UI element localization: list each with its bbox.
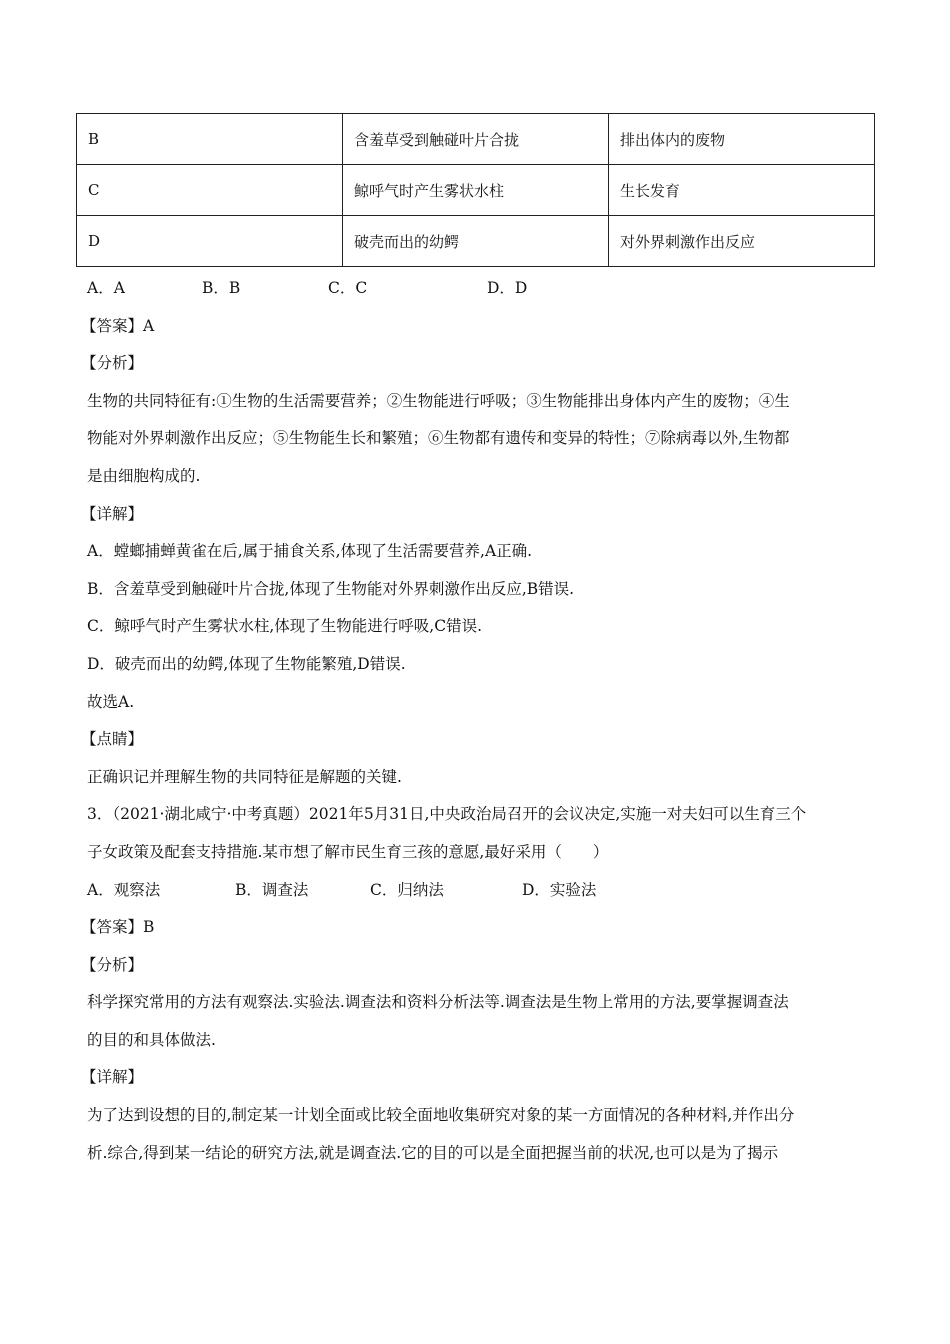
options-table [76,113,875,267]
analysis-heading: 【分析】 [81,955,144,974]
tip-heading: 【点睛】 [81,730,144,749]
table-row [77,165,875,216]
choice: A．A [87,279,125,297]
paragraph-line: 是由细胞构成的. [87,466,201,485]
choice: D．实验法 [522,880,597,899]
choice: B．调查法 [235,880,309,899]
choice: D．D [487,279,528,297]
paragraph-line: C．鲸呼气时产生雾状水柱,体现了生物能进行呼吸,C错误. [87,617,483,636]
table-cell: 破壳而出的幼鳄 [343,216,609,267]
analysis-heading: 【分析】 [81,354,144,373]
paragraph-line: A．螳螂捕蝉黄雀在后,属于捕食关系,体现了生活需要营养,A正确. [87,542,533,561]
paragraph-line: 的目的和具体做法. [87,1030,216,1049]
choice: C．C [328,279,368,297]
paragraph-line: 科学探究常用的方法有观察法.实验法.调查法和资料分析法等.调查法是生物上常用的方法,要掌握调查法 [87,993,789,1012]
paragraph-line: D．破壳而出的幼鳄,体现了生物能繁殖,D错误. [87,654,406,673]
table-cell: D [77,216,343,267]
table-cell: 含羞草受到触碰叶片合拢 [343,114,609,165]
choice: A．观察法 [87,880,161,899]
question-stem: 子女政策及配套支持措施.某市想了解市民生育三孩的意愿,最好采用（ ） [87,842,609,861]
table-cell: 生长发育 [609,165,875,216]
table-row [77,216,875,267]
paragraph-line: 正确识记并理解生物的共同特征是解题的关键. [87,767,402,786]
paragraph-line: 物能对外界刺激作出反应；⑤生物能生长和繁殖；⑥生物都有遗传和变异的特性；⑦除病毒以外,生物都 [87,429,790,448]
paragraph-line: 为了达到设想的目的,制定某一计划全面或比较全面地收集研究对象的某一方面情况的各种材料,并作出分 [87,1106,795,1125]
choice: B．B [202,279,241,297]
answer-label: 【答案】B [81,918,155,937]
document-body [81,270,862,1172]
paragraph-line: 故选A. [87,692,135,711]
choice: C．归纳法 [370,880,444,899]
table-cell: 对外界刺激作出反应 [609,216,875,267]
table-cell: 排出体内的废物 [609,114,875,165]
table-cell: 鲸呼气时产生雾状水柱 [343,165,609,216]
q3-choices [87,872,862,910]
table-cell: C [77,165,343,216]
paragraph-line: B．含羞草受到触碰叶片合拢,体现了生物能对外界刺激作出反应,B错误. [87,579,575,598]
paragraph-line: 析.综合,得到某一结论的研究方法,就是调查法.它的目的可以是全面把握当前的状况,也可以是为了揭示 [87,1143,779,1162]
detail-heading: 【详解】 [81,1068,144,1087]
detail-heading: 【详解】 [81,504,144,523]
answer-label: 【答案】A [81,316,155,335]
table-cell: B [77,114,343,165]
q2-choices [87,270,862,308]
table-row [77,114,875,165]
question-stem: 3．（2021·湖北咸宁·中考真题）2021年5月31日,中央政治局召开的会议决定,实施一对夫妇可以生育三个 [87,805,807,824]
paragraph-line: 生物的共同特征有:①生物的生活需要营养；②生物能进行呼吸；③生物能排出身体内产生的废物；④生 [87,391,790,410]
